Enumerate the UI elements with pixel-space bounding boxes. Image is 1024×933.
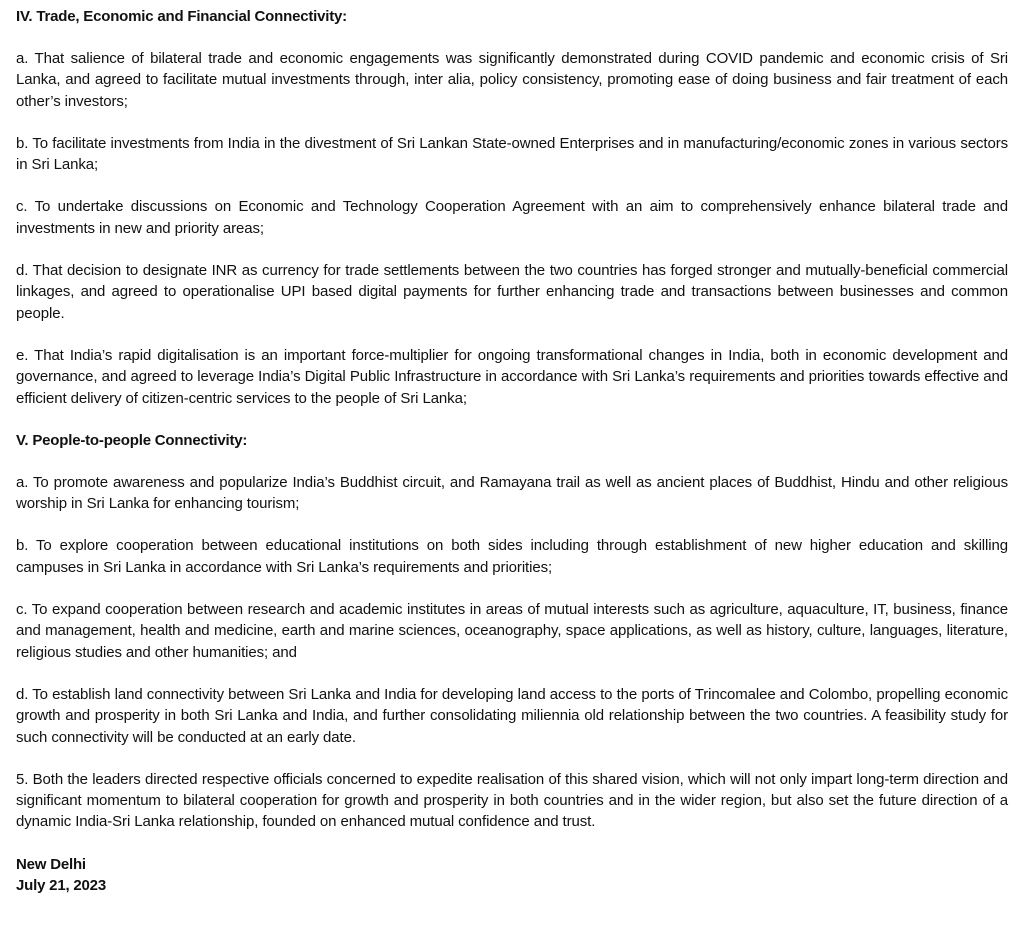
section-iv-item-e: e. That India’s rapid digitalisation is an important force-multiplier for ongoing transformational changes in India, both in economic development and governance, and agreed to leverage India’s Digital Public Infrastructure in accordance with Sri Lanka’s requirements and priorities towards effective and efficient delivery of citizen-centric services to the people of Sri Lanka; xyxy=(16,346,1008,407)
section-v-item-d: d. To establish land connectivity between Sri Lanka and India for developing land access to the ports of Trincomalee and Colombo, propelling economic growth and prosperity in both Sri Lanka and India, and further consolidating miliennia old relationship between the two countries. A feasibility study for such connectivity will be conducted at an early date. xyxy=(16,685,1008,746)
spacer xyxy=(16,175,1008,196)
closing-paragraph: 5. Both the leaders directed respective officials concerned to expedite realisation of this shared vision, which will not only impart long-term direction and significant momentum to bilateral cooperation for growth and prosperity in both countries and in the wider region, but also set the future direction of a dynamic India-Sri Lanka relationship, founded on enhanced mutual confidence and trust. xyxy=(16,770,1008,831)
section-iv-heading: IV. Trade, Economic and Financial Connectivity: xyxy=(16,8,347,25)
section-iv-item-b: b. To facilitate investments from India in the divestment of Sri Lankan State-owned Enterprises and in manufacturing/economic zones in various sectors in Sri Lanka; xyxy=(16,134,1008,174)
spacer xyxy=(16,833,1008,854)
spacer xyxy=(16,27,1008,48)
section-v-item-c: c. To expand cooperation between research and academic institutes in areas of mutual interests such as agriculture, aquaculture, IT, business, finance and management, health and medicine, earth and marine sciences, oceanography, space applications, as well as history, culture, languages, literature, religious studies and other humanities; and xyxy=(16,601,1008,661)
section-v-item-a: a. To promote awareness and popularize India’s Buddhist circuit, and Ramayana trail as well as ancient places of Buddhist, Hindu and other religious worship in Sri Lanka for enhancing tourism; xyxy=(16,473,1008,513)
spacer xyxy=(16,451,1008,472)
spacer xyxy=(16,748,1008,769)
spacer xyxy=(16,514,1008,535)
spacer xyxy=(16,578,1008,599)
section-iv-item-c: c. To undertake discussions on Economic and Technology Cooperation Agreement with an aim to comprehensively enhance bilateral trade and investments in new and priority areas; xyxy=(16,198,1008,237)
section-v-item-b: b. To explore cooperation between educational institutions on both sides including through establishment of new higher education and skilling campuses in Sri Lanka in accordance with Sri Lanka’s requirements and priorities; xyxy=(16,537,1008,576)
footer-date: July 21, 2023 xyxy=(16,876,106,894)
spacer xyxy=(16,239,1008,260)
footer-place: New Delhi xyxy=(16,855,86,873)
section-iv-item-a: a. That salience of bilateral trade and economic engagements was significantly demonstrated during COVID pandemic and economic crisis of Sri Lanka, and agreed to facilitate mutual investments through, inter alia, policy consistency, promoting ease of doing business and fair treatment of each other’s investors; xyxy=(16,50,1008,110)
spacer xyxy=(16,409,1008,430)
section-iv-item-d: d. That decision to designate INR as currency for trade settlements between the two countries has forged stronger and mutually-beneficial commercial linkages, and agreed to operationalise UPI based digital payments for further enhancing trade and transactions between businesses and common people. xyxy=(16,262,1008,322)
spacer xyxy=(16,663,1008,684)
spacer xyxy=(16,112,1008,133)
section-v-heading: V. People-to-people Connectivity: xyxy=(16,431,248,449)
spacer xyxy=(16,324,1008,345)
